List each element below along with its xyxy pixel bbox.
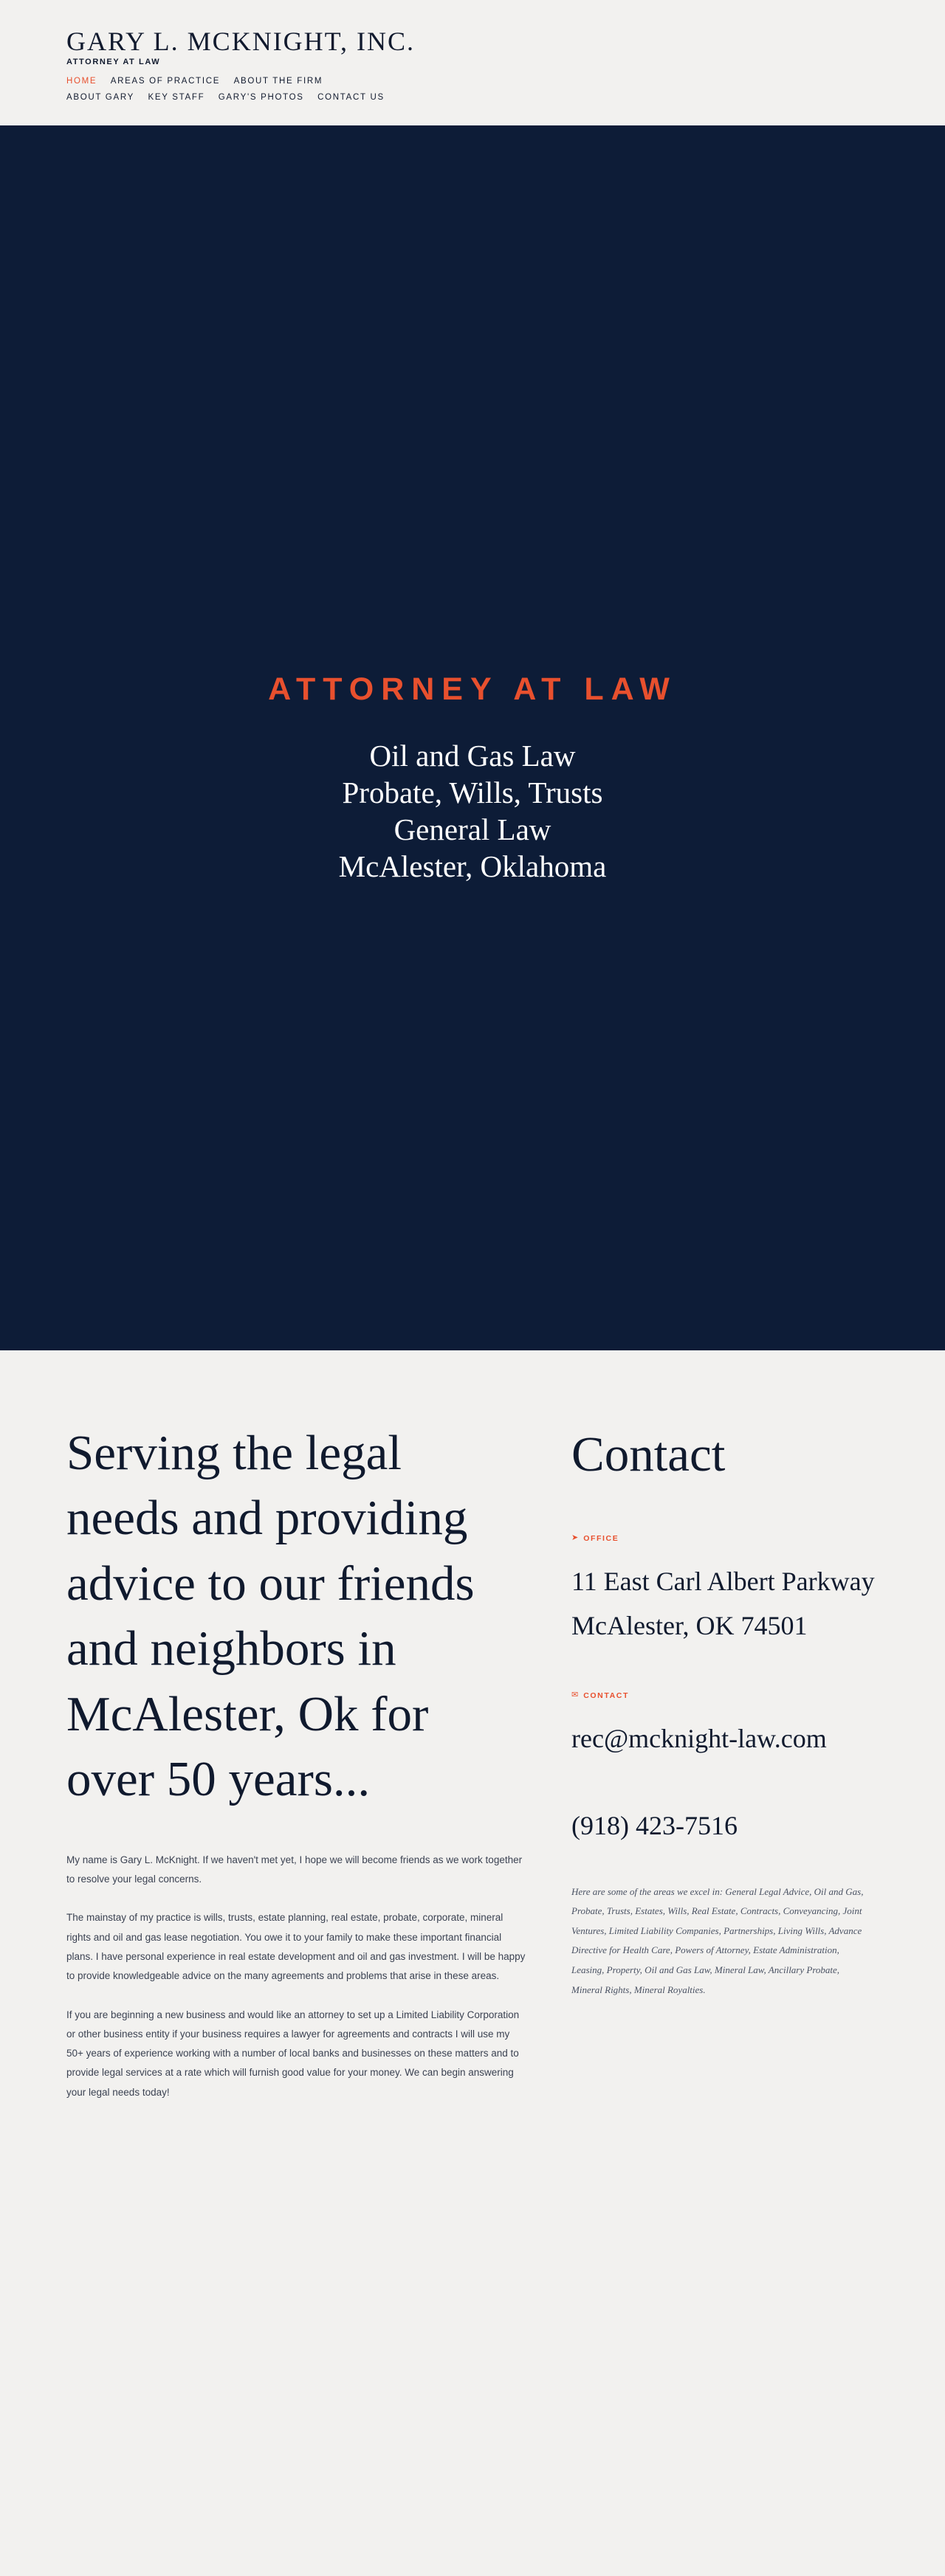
site-header [0,0,945,125]
hero-kicker: ATTORNEY AT LAW [268,671,677,707]
hero-banner [0,125,945,1350]
nav-item-home[interactable]: HOME [66,76,97,86]
intro-paragraph-1: My name is Gary L. McKnight. If we haven't met yet, I hope we will become friends as we work together to resolve your legal concerns. [66,1854,523,1885]
hero-line-3: General Law [394,812,551,847]
brand-subtitle: ATTORNEY AT LAW [66,57,161,66]
page-title: Serving the legal needs and providing advice to our friends and neighbors in McAlester, Ok for over 50 years... [66,1426,475,1807]
envelope-icon: ✉ [571,1691,579,1700]
main-content [0,1350,945,2180]
hero-content [0,671,945,885]
main-navigation [66,74,413,106]
nav-item-about-gary[interactable]: ABOUT GARY [66,92,134,102]
nav-item-garys-photos[interactable]: GARY'S PHOTOS [218,92,304,102]
intro-paragraph-3: If you are beginning a new business and would like an attorney to set up a Limited Liability Corporation or other business entity if your business requires a lawyer for agreements and contracts I will use my 50+ years of experience working with a number of local banks and businesses on these matters and to provide legal services at a rate which will furnish good value for your money. We can begin answering your legal needs today! [66,2009,520,2098]
hero-practice-lines [0,737,945,885]
contact-label: CONTACT [583,1691,629,1700]
hero-line-4: McAlester, Oklahoma [338,849,607,884]
intro-paragraph-2: The mainstay of my practice is wills, trusts, estate planning, real estate, probate, corporate, mineral rights and oil and gas lease negotiation. You owe it to your family to make these important financial plans. I have personal experience in real estate development and oil and gas investment. I will be happy to provide knowledgeable advice on the many agreements and problems that arise in these areas. [66,1912,526,1982]
intro-column [66,1420,527,2121]
nav-item-areas-of-practice[interactable]: AREAS OF PRACTICE [110,76,221,86]
nav-item-about-the-firm[interactable]: ABOUT THE FIRM [233,76,323,86]
office-label: OFFICE [583,1533,619,1543]
hero-line-1: Oil and Gas Law [369,739,576,773]
contact-heading: Contact [571,1427,726,1482]
nav-item-contact-us[interactable]: CONTACT US [317,92,385,102]
contact-phone[interactable]: (918) 423-7516 [571,1811,738,1841]
office-address: 11 East Carl Albert Parkway McAlester, OK 74501 [571,1566,875,1641]
hero-line-2: Probate, Wills, Trusts [342,776,603,810]
brand-title: GARY L. MCKNIGHT, INC. [66,27,415,56]
areas-of-excellence-note: Here are some of the areas we excel in: General Legal Advice, Oil and Gas, Probate, Trusts, Estates, Wills, Real Estate, Contracts, Conveyancing, Joint Ventures, Limited Liability Companies, Partnerships, Living Wills, Advance Directive for Health Care, Powers of Attorney, Estate Administration, Leasing, Property, Oil and Gas Law, Mineral Law, Ancillary Probate, Mineral Rights, Mineral Royalties. [571,1885,864,1995]
contact-column [571,1420,879,2121]
contact-label-row [571,1691,879,1700]
contact-email[interactable]: rec@mcknight-law.com [571,1723,827,1753]
office-label-row [571,1534,879,1543]
intro-body [66,1851,527,2102]
arrow-right-icon: ➤ [571,1533,579,1543]
nav-item-key-staff[interactable]: KEY STAFF [148,92,205,102]
